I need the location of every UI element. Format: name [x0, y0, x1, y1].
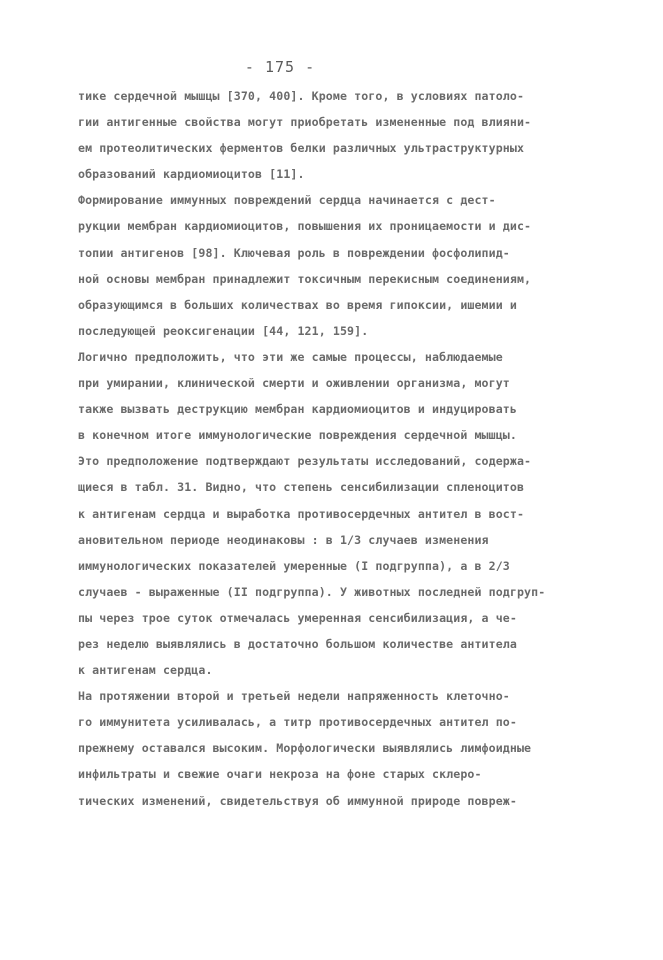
- text-line: иммунологических показателей умеренные (I подгруппа), а в 2/3: [78, 558, 510, 573]
- text-line: ановительном периоде неодинаковы : в 1/3 случаев изменения: [78, 532, 489, 547]
- paragraph: [78, 683, 606, 813]
- text-line: го иммунитета усиливалась, а титр противосердечных антител по-: [78, 715, 517, 730]
- text-line: Формирование иммунных повреждений сердца начинается с дест-: [78, 193, 496, 208]
- text-line: последующей реоксигенации [44, 121, 159].: [78, 323, 369, 338]
- text-line: прежнему оставался высоким. Морфологически выявлялись лимфоидные: [78, 741, 532, 756]
- paragraph: [78, 344, 606, 683]
- text-line: случаев - выраженные (II подгруппа). У животных последней подгруп-: [78, 584, 546, 599]
- page-number: - 175 -: [244, 58, 316, 76]
- text-line: также вызвать деструкцию мембран кардиомиоцитов и индуцировать: [78, 402, 517, 417]
- text-line: образующимся в больших количествах во время гипоксии, ишемии и: [78, 297, 517, 312]
- text-line: пы через трое суток отмечалась умеренная сенсибилизация, а че-: [78, 610, 517, 625]
- text-line: к антигенам сердца.: [78, 663, 213, 678]
- text-line: рез неделю выявлялись в достаточно большом количестве антитела: [78, 636, 517, 651]
- text-line: Это предположение подтверждают результаты исследований, содержа-: [78, 454, 532, 469]
- text-line: инфильтраты и свежие очаги некроза на фоне старых склеро-: [78, 767, 482, 782]
- paragraph: [78, 187, 606, 344]
- body-text: [78, 83, 606, 814]
- text-line: ной основы мембран принадлежит токсичным перекисным соединениям,: [78, 271, 532, 286]
- text-line: На протяжении второй и третьей недели напряженность клеточно-: [78, 689, 510, 704]
- text-line: топии антигенов [98]. Ключевая роль в повреждении фосфолипид-: [78, 245, 510, 260]
- text-line: гии антигенные свойства могут приобретать измененные под влияни-: [78, 115, 532, 130]
- text-line: образований кардиомиоцитов [11].: [78, 167, 305, 182]
- text-line: Логично предположить, что эти же самые процессы, наблюдаемые: [78, 349, 503, 364]
- text-line: к антигенам сердца и выработка противосердечных антител в вост-: [78, 506, 525, 521]
- text-line: тических изменений, свидетельствуя об иммунной природе повреж-: [78, 793, 517, 808]
- text-line: тике сердечной мышцы [370, 400]. Кроме того, в условиях патоло-: [78, 89, 525, 103]
- text-line: ем протеолитических ферментов белки различных ультраструктурных: [78, 141, 525, 156]
- paragraph: [78, 83, 606, 187]
- text-line: рукции мембран кардиомиоцитов, повышения их проницаемости и дис-: [78, 219, 532, 234]
- text-line: при умирании, клинической смерти и оживлении организма, могут: [78, 376, 510, 391]
- text-line: в конечном итоге иммунологические повреждения сердечной мышцы.: [78, 428, 517, 443]
- text-line: щиеся в табл. 31. Видно, что степень сенсибилизации спленоцитов: [78, 480, 525, 495]
